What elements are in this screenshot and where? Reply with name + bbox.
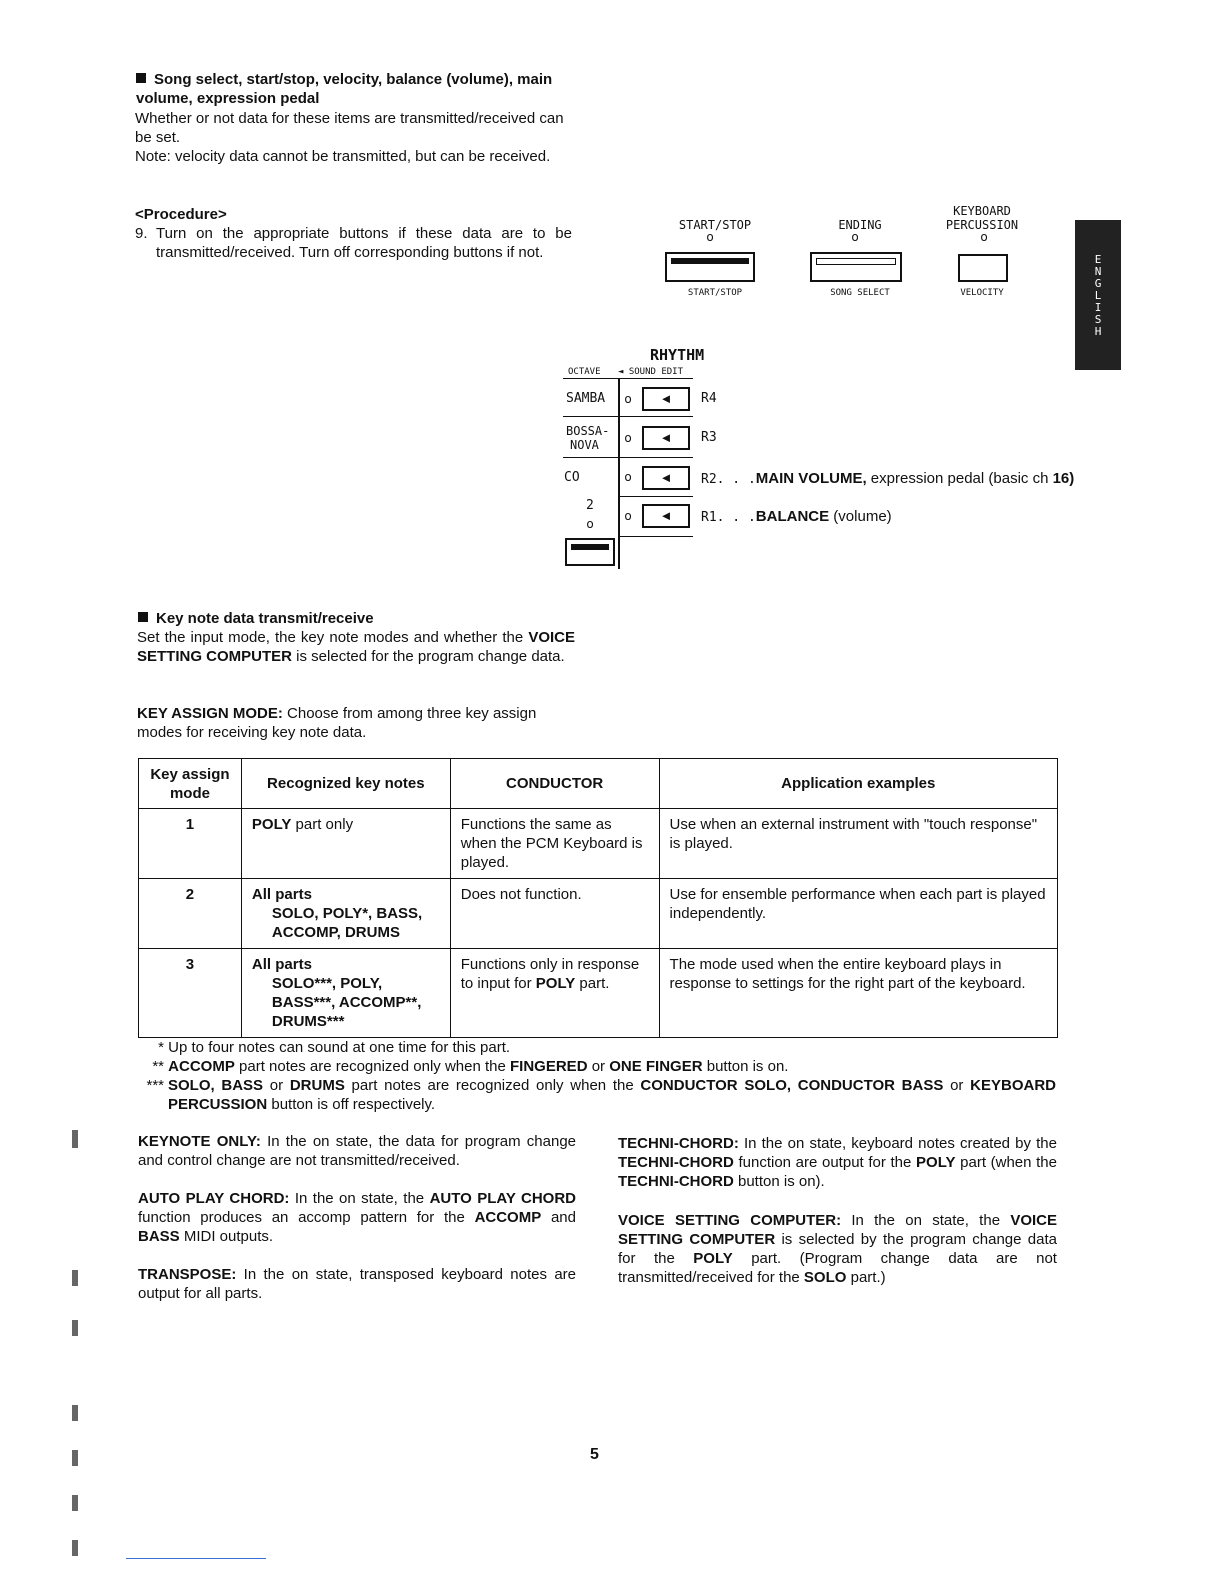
- step-number: 9.: [135, 225, 148, 242]
- start-stop-button[interactable]: [665, 252, 755, 282]
- tab-letter: E: [1094, 253, 1102, 266]
- table-row: [139, 949, 1058, 1038]
- tab-letter: H: [1094, 325, 1102, 338]
- section1-para2: Note: velocity data cannot be transmitted, but can be received.: [135, 148, 551, 165]
- scan-mark: [72, 1495, 78, 1511]
- mode-cell: 2: [139, 879, 242, 949]
- tab-letter: G: [1094, 277, 1102, 290]
- keyboard-percussion-led: o: [980, 230, 988, 244]
- table-row: [139, 879, 1058, 949]
- song-select-button[interactable]: [810, 252, 902, 282]
- footnote-1: * Up to four notes can sound at one time for this part.: [158, 1039, 511, 1056]
- ending-top-label: ENDING: [838, 218, 882, 232]
- table-header: Application examples: [659, 759, 1057, 809]
- notes-cell: All parts SOLO***, POLY, BASS***, ACCOMP**, DRUMS***: [241, 949, 450, 1038]
- r3-label: R3: [701, 430, 717, 445]
- section2-para: Set the input mode, the key note modes and whether the VOICE SETTING COMPUTER is selected for the program change data.: [137, 629, 575, 665]
- row-bossa-label-1: BOSSA-: [566, 424, 610, 438]
- conductor-cell: Does not function.: [450, 879, 659, 949]
- footer-rule: [126, 1558, 266, 1559]
- section1-para1: Whether or not data for these items are transmitted/received can be set.: [135, 110, 564, 146]
- rhythm-header-line: [563, 378, 693, 379]
- language-tab: [1075, 220, 1121, 370]
- techni-chord-para: TECHNI-CHORD: In the on state, keyboard notes created by the TECHNI-CHORD function are output for the POLY part (when the TECHNI-CHORD button is on).: [618, 1135, 1057, 1190]
- co-led: o: [624, 470, 632, 484]
- r4-button[interactable]: ◄: [642, 387, 690, 411]
- notes-cell: All parts SOLO, POLY*, BASS, ACCOMP, DRUMS: [241, 879, 450, 949]
- velocity-button[interactable]: [958, 254, 1008, 282]
- application-cell: Use for ensemble performance when each part is played independently.: [659, 879, 1057, 949]
- sound-edit-label: ◄ SOUND EDIT: [618, 367, 684, 377]
- auto-play-chord-para: AUTO PLAY CHORD: In the on state, the AUTO PLAY CHORD function produces an accomp pattern for the ACCOMP and BASS MIDI outputs.: [138, 1190, 576, 1245]
- conductor-cell: Functions only in response to input for POLY part.: [450, 949, 659, 1038]
- r2-label: R2. . .MAIN VOLUME, expression pedal (basic ch 16): [701, 470, 1075, 487]
- transpose-para: TRANSPOSE: In the on state, transposed keyboard notes are output for all parts.: [138, 1266, 576, 1302]
- application-cell: Use when an external instrument with "touch response" is played.: [659, 809, 1057, 879]
- scan-mark: [72, 1270, 78, 1286]
- key-assign-table: [138, 758, 1058, 1038]
- keyboard-top-label: KEYBOARD: [953, 204, 1011, 218]
- row-bossa-label-2: NOVA: [570, 438, 599, 452]
- rhythm-title: RHYTHM: [650, 346, 705, 364]
- row-2-led: o: [586, 517, 594, 531]
- samba-led: o: [624, 392, 632, 406]
- tab-letter: N: [1094, 265, 1102, 278]
- application-cell: The mode used when the entire keyboard plays in response to settings for the right part of the keyboard.: [659, 949, 1057, 1038]
- procedure-label: <Procedure>: [135, 206, 227, 223]
- table-header: Recognized key notes: [241, 759, 450, 809]
- start-stop-top-label: START/STOP: [678, 218, 752, 232]
- key-assign-mode-para: KEY ASSIGN MODE: Choose from among three key assign modes for receiving key note data.: [137, 705, 537, 741]
- r1-button[interactable]: ◄: [642, 504, 690, 528]
- r1-led: o: [624, 509, 632, 523]
- step-text: Turn on the appropriate buttons if these data are to be transmitted/received. Turn off corresponding buttons if not.: [156, 225, 572, 261]
- start-stop-bottom-label: START/STOP: [687, 288, 743, 298]
- start-stop-led: o: [706, 230, 714, 244]
- scan-mark: [72, 1405, 78, 1421]
- mode-cell: 3: [139, 949, 242, 1038]
- tab-letter: L: [1094, 289, 1102, 302]
- row-co-label: CO: [564, 470, 580, 485]
- rhythm-divider: [618, 496, 693, 497]
- ending-led: o: [851, 230, 859, 244]
- row-2-label: 2: [586, 498, 594, 513]
- voice-setting-computer-para: VOICE SETTING COMPUTER: In the on state, the VOICE SETTING COMPUTER is selected by the program change data for the POLY part. (Program change data are not transmitted/received for the SOLO part.): [618, 1212, 1057, 1286]
- scan-mark: [72, 1450, 78, 1466]
- footnote-2: ** ACCOMP part notes are recognized only when the FINGERED or ONE FINGER button is on.: [152, 1058, 789, 1075]
- page-number: 5: [590, 1446, 599, 1463]
- section2-heading: Key note data transmit/receive: [138, 609, 578, 628]
- rhythm-divider: [563, 457, 693, 458]
- keynote-only-para: KEYNOTE ONLY: In the on state, the data for program change and control change are not transmitted/received.: [138, 1133, 577, 1169]
- rhythm-divider: [618, 536, 693, 537]
- scan-mark: [72, 1540, 78, 1556]
- section1-heading: Song select, start/stop, velocity, balance (volume), main volume, expression pedal: [136, 71, 553, 107]
- tab-letter: S: [1094, 313, 1102, 326]
- r2-button[interactable]: ◄: [642, 466, 690, 490]
- tab-letter: I: [1094, 301, 1102, 314]
- table-header: CONDUCTOR: [450, 759, 659, 809]
- velocity-bottom-label: VELOCITY: [960, 288, 1004, 298]
- r4-label: R4: [701, 391, 717, 406]
- scan-mark: [72, 1130, 78, 1148]
- percussion-top-label: PERCUSSION: [945, 218, 1019, 232]
- rhythm-divider: [563, 416, 693, 417]
- scan-mark: [72, 1320, 78, 1336]
- conductor-cell: Functions the same as when the PCM Keyboard is played.: [450, 809, 659, 879]
- table-header: Key assign mode: [139, 759, 242, 809]
- notes-cell: POLY part only: [241, 809, 450, 879]
- table-row: [139, 809, 1058, 879]
- r3-button[interactable]: ◄: [642, 426, 690, 450]
- bullet-square-icon: [136, 73, 146, 83]
- mode-cell: 1: [139, 809, 242, 879]
- r1-label: R1. . .BALANCE (volume): [701, 508, 892, 525]
- song-select-bottom-label: SONG SELECT: [830, 288, 890, 298]
- table-header-row: [139, 759, 1058, 809]
- rhythm-start-button[interactable]: [565, 538, 615, 566]
- footnote-3: *** SOLO, BASS or DRUMS part notes are recognized only when the CONDUCTOR SOLO, CONDUCTOR BASS or KEYBOARD PERCUSSION button is off respectively.: [146, 1077, 1056, 1113]
- bossa-led: o: [624, 431, 632, 445]
- octave-label: OCTAVE: [568, 367, 601, 377]
- bullet-square-icon: [138, 612, 148, 622]
- row-samba-label: SAMBA: [566, 391, 606, 406]
